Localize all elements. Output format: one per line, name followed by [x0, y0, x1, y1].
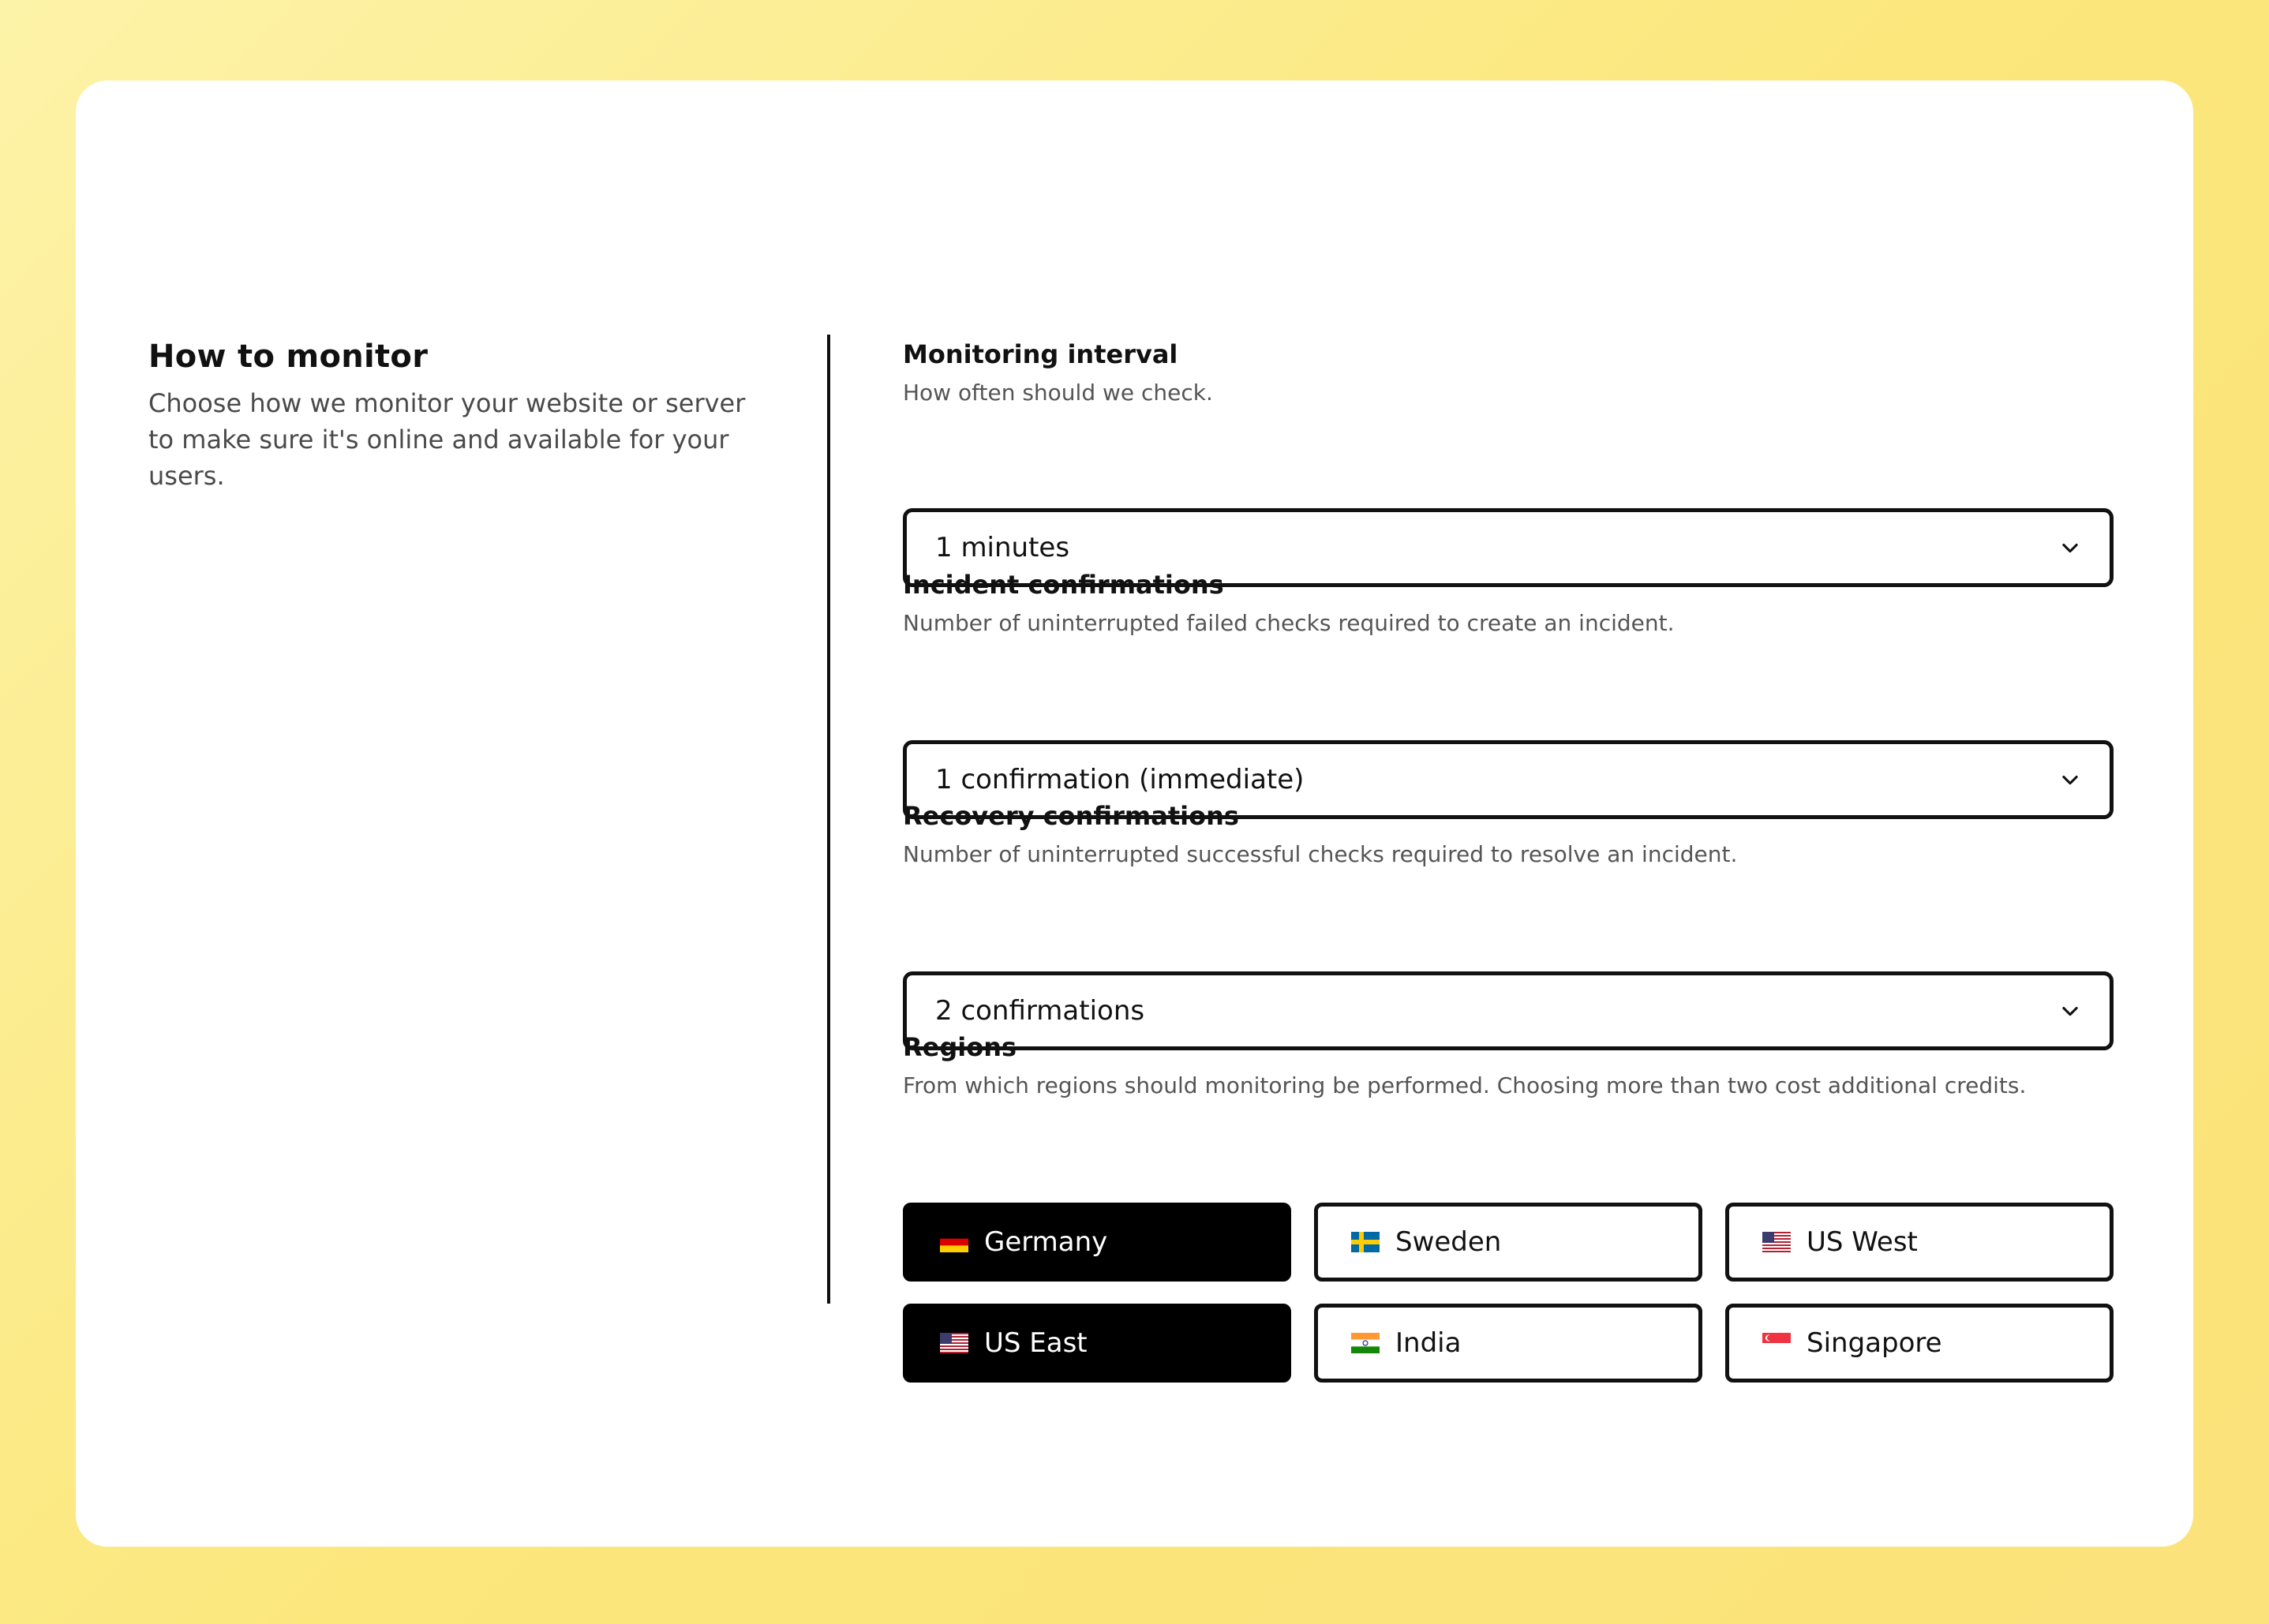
monitoring-interval-section	[903, 333, 2114, 563]
region-label: Germany	[984, 1226, 1108, 1258]
region-india[interactable]	[1314, 1304, 1702, 1383]
recovery-confirmations-value: 2 confirmations	[935, 995, 1145, 1027]
singapore-flag-icon	[1762, 1333, 1791, 1353]
incident-confirmations-value: 1 confirmation (immediate)	[935, 764, 1305, 795]
region-label: Sweden	[1395, 1226, 1502, 1258]
region-us-east[interactable]	[903, 1304, 1291, 1383]
germany-flag-icon	[940, 1232, 968, 1252]
chevron-down-icon	[2057, 767, 2083, 792]
sweden-flag-icon	[1351, 1232, 1380, 1252]
region-label: Singapore	[1807, 1327, 1942, 1359]
region-label: US East	[984, 1327, 1088, 1359]
section-title: How to monitor	[148, 339, 429, 375]
incident-confirmations-description: Number of uninterrupted failed checks required to create an incident.	[903, 610, 1675, 636]
incident-confirmations-section	[903, 563, 2114, 795]
monitoring-interval-value: 1 minutes	[935, 532, 1070, 563]
chevron-down-icon	[2057, 535, 2083, 560]
incident-confirmations-label: Incident confirmations	[903, 570, 1224, 600]
chevron-down-icon	[2057, 998, 2083, 1023]
us-flag-icon	[940, 1333, 968, 1353]
monitoring-interval-label: Monitoring interval	[903, 339, 1178, 369]
section-description: Choose how we monitor your website or server to make sure it's online and available for your users.	[148, 388, 746, 491]
india-flag-icon	[1351, 1333, 1380, 1353]
region-germany[interactable]	[903, 1203, 1291, 1282]
monitoring-interval-description: How often should we check.	[903, 380, 1213, 406]
region-singapore[interactable]	[1725, 1304, 2114, 1383]
region-label: US West	[1807, 1226, 1918, 1258]
vertical-divider	[827, 335, 830, 1304]
us-flag-icon	[1762, 1232, 1791, 1252]
region-sweden[interactable]	[1314, 1203, 1702, 1282]
settings-card	[76, 80, 2193, 1547]
recovery-confirmations-label: Recovery confirmations	[903, 801, 1239, 831]
recovery-confirmations-description: Number of uninterrupted successful checks required to resolve an incident.	[903, 841, 1738, 867]
how-to-monitor-panel	[148, 333, 764, 494]
regions-section	[903, 1026, 2114, 1103]
region-label: India	[1395, 1327, 1462, 1359]
regions-label: Regions	[903, 1032, 1017, 1062]
recovery-confirmations-section	[903, 795, 2114, 1027]
region-us-west[interactable]	[1725, 1203, 2114, 1282]
regions-description: From which regions should monitoring be performed. Choosing more than two cost additional credits.	[903, 1072, 2027, 1098]
